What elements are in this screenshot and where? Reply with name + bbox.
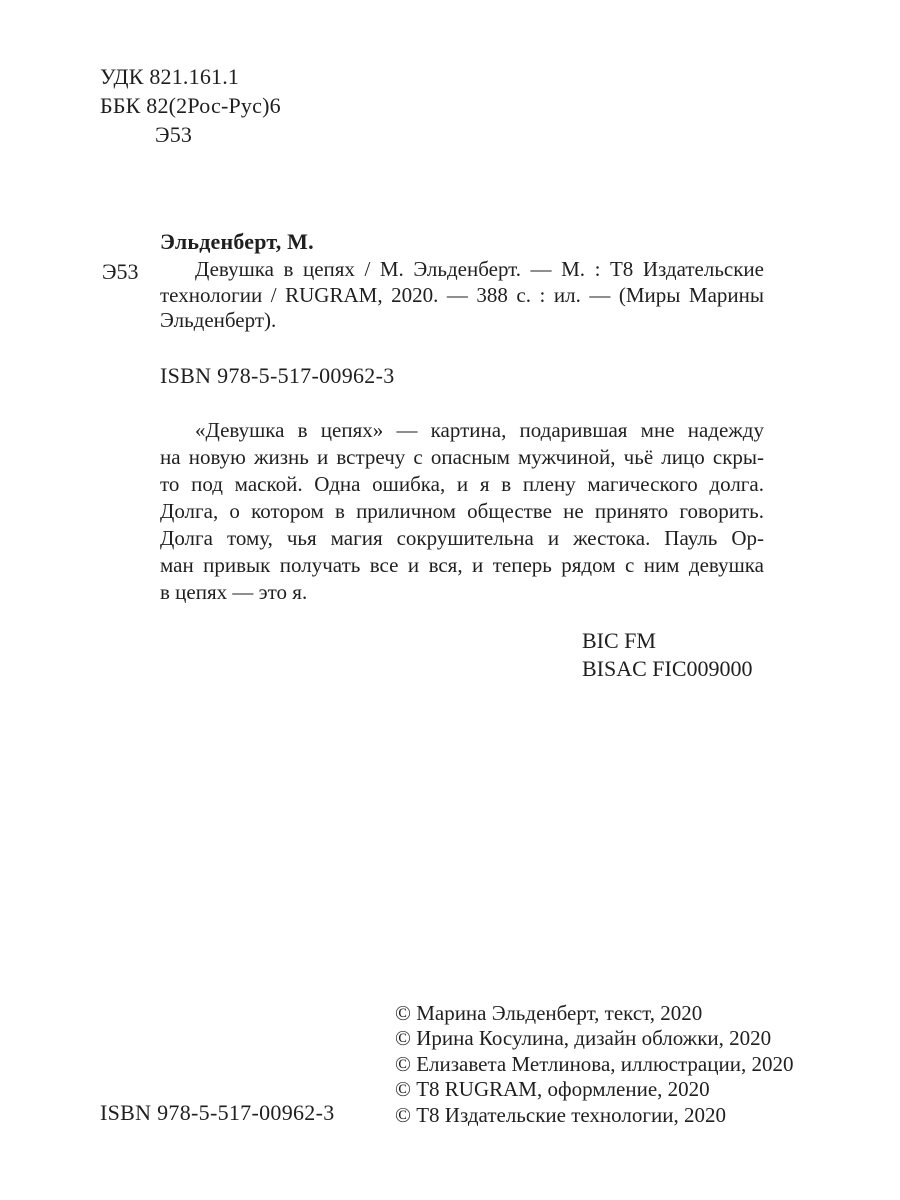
- annotation-line: Долга тому, чья магия сокрушительна и жестока. Пауль Ор-: [160, 526, 764, 550]
- copyright-line: © Ирина Косулина, дизайн обложки, 2020: [395, 1026, 772, 1051]
- entry-author-sign: Э53: [102, 259, 139, 284]
- annotation-line: ман привык получать все и вся, и теперь рядом с ним девушка: [160, 553, 764, 577]
- author-heading: Эльденберт, М.: [160, 229, 314, 254]
- bib-line: Эльденберт).: [160, 308, 277, 332]
- classification-block: [100, 62, 281, 149]
- copyright-line: © Елизавета Метлинова, иллюстрации, 2020: [395, 1051, 794, 1076]
- bic-code: BIC FM: [582, 628, 656, 653]
- bbk-line: ББК 82(2Рос-Рус)6: [100, 93, 281, 118]
- copyright-line: © Марина Эльденберт, текст, 2020: [395, 1001, 703, 1025]
- isbn-bottom-line: ISBN 978-5-517-00962-3: [100, 1100, 335, 1125]
- bibliographic-entry: [160, 257, 764, 334]
- annotation-line: то под маской. Одна ошибка, и я в плену магического долга.: [160, 472, 764, 496]
- bisac-code: BISAC FIC009000: [582, 655, 753, 681]
- copyright-line: © Т8 Издательские технологии, 2020: [395, 1102, 726, 1127]
- annotation-line: «Девушка в цепях» — картина, подарившая мне надежду: [195, 418, 764, 442]
- annotation-line: в цепях — это я.: [160, 580, 308, 604]
- copyright-block: [395, 1001, 793, 1128]
- bib-line: технологии / RUGRAM, 2020. — 388 с. : ил. — (Миры Марины: [160, 282, 764, 307]
- annotation-line: Долга, о котором в приличном обществе не принято говорить.: [160, 499, 764, 523]
- annotation-block: [160, 417, 764, 606]
- isbn-line: ISBN 978-5-517-00962-3: [160, 363, 395, 388]
- udk-line: УДК 821.161.1: [100, 64, 240, 89]
- copyright-line: © Т8 RUGRAM, оформление, 2020: [395, 1077, 710, 1102]
- subject-codes-block: [582, 627, 753, 682]
- author-sign-line: Э53: [155, 122, 193, 147]
- bib-line: Девушка в цепях / М. Эльденберт. — М. : Т8 Издательские: [195, 257, 764, 281]
- annotation-line: на новую жизнь и встречу с опасным мужчиной, чьё лицо скры-: [160, 445, 764, 469]
